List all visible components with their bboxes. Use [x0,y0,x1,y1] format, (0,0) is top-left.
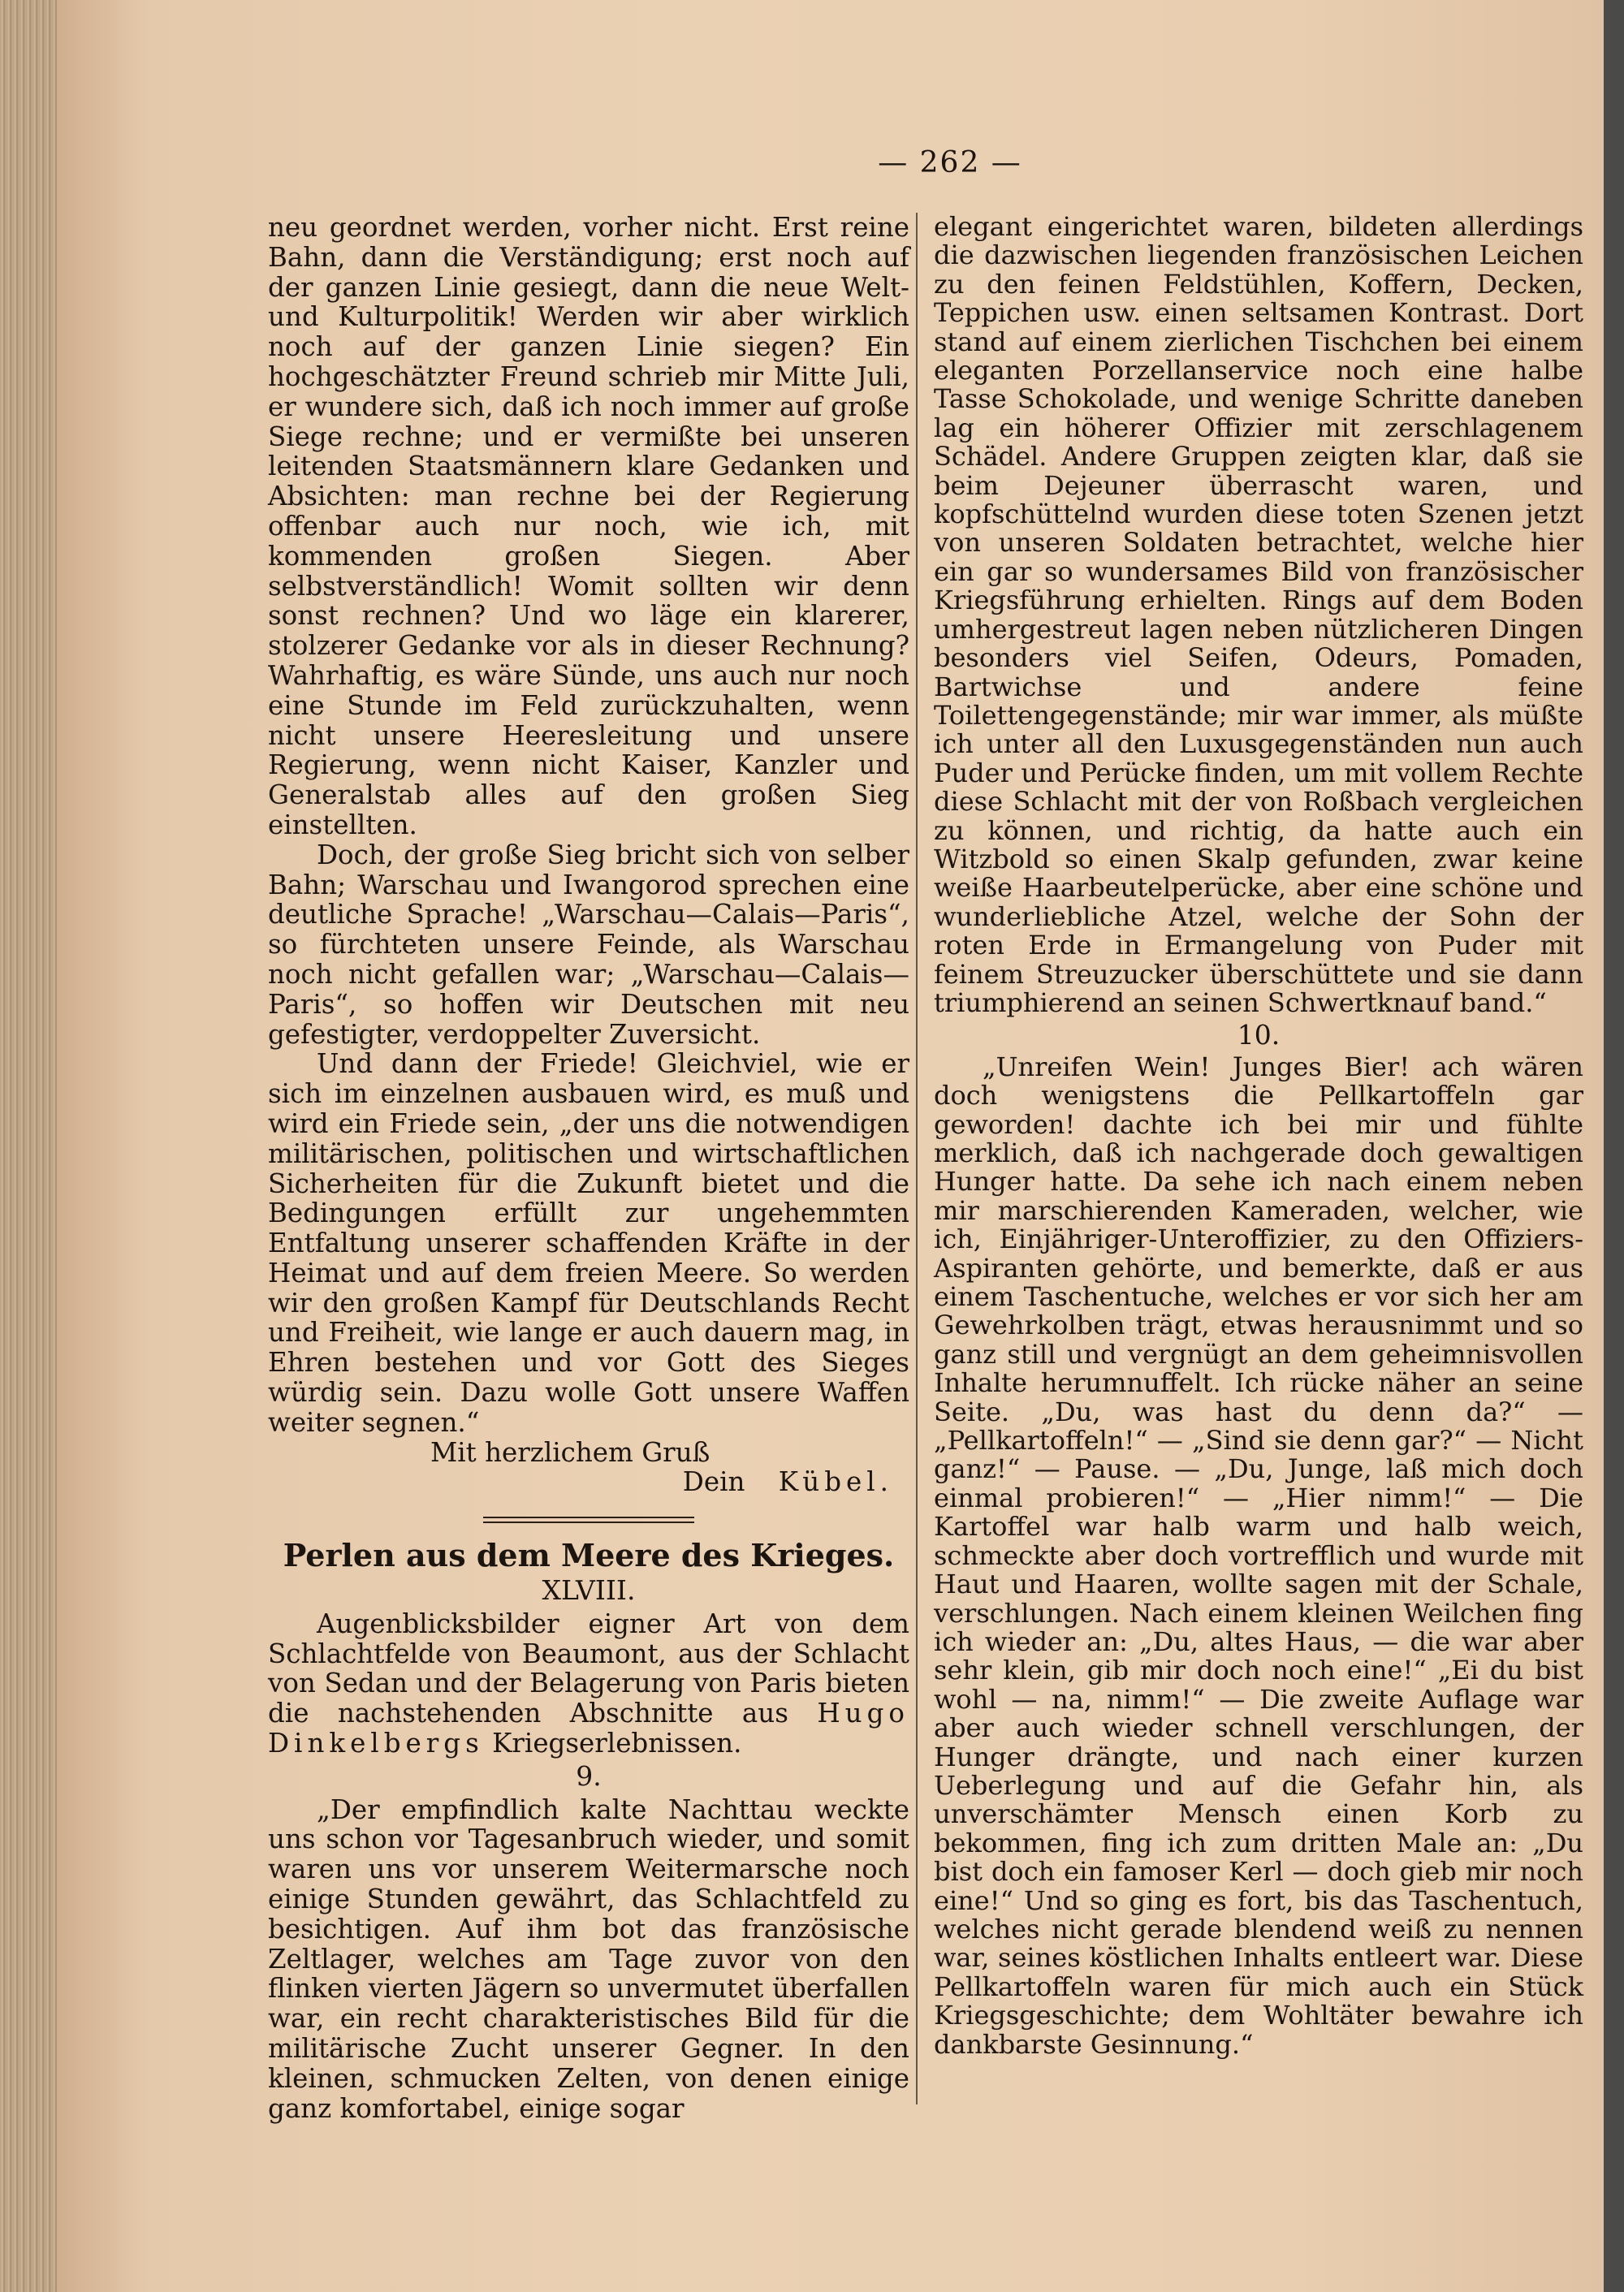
book-page [57,0,1604,2292]
left-paragraph-3: Und dann der Friede! Gleichviel, wie er sich im einzelnen ausbauen wird, es muß und wird ein Friede sein, „der uns die notwendigen militärischen, politischen und wirtschaftlichen Sicherheiten für die Zukunft bietet und die Bedingungen erfüllt zur ungehemmten Entfaltung unserer schaffenden Kräfte in der Heimat und auf dem freien Meere. So werden wir den großen Kampf für Deutschlands Recht und Freiheit, wie lange er auch dauern mag, in Ehren bestehen und vor Gott des Sieges würdig sein. Dazu wolle Gott unsere Waffen weiter segnen.“ [268,1048,909,1438]
book-page-edges [0,0,65,2292]
section-heading: Perlen aus dem Meere des Krieges. [283,1537,895,1574]
section-roman-numeral: XLVIII. [542,1574,636,1607]
intro-text-b: Kriegserlebnissen. [492,1728,742,1759]
subsection-number-9: 9. [576,1759,602,1792]
signature-name: Kübel. [778,1466,893,1498]
right-paragraph-2: „Unreifen Wein! Junges Bier! ach wären doch wenigstens die Pellkartoffeln gar geworden! dachte ich bei mir und fühlte merklich, daß ich nachgerade doch gewaltigen Hunger hatte. Da sehe ich nach einem neben mir marschierenden Kameraden, welcher, wie ich, Einjähriger-Unteroffizier, zu den Offiziers-Aspiranten gehörte, und bemerkte, daß er aus einem Taschentuche, welches er vor sich her am Gewehrkolben trägt, etwas herausnimmt und so ganz still und vergnügt an dem geheimnisvollen Inhalte herumnuffelt. Ich rücke näher an seine Seite. „Du, was hast du denn da?“ — „Pellkartoffeln!“ — „Sind sie denn gar?“ — Nicht ganz!“ — Pause. — „Du, Junge, laß mich doch einmal probieren!“ — „Hier nimm!“ — Die Kartoffel war halb warm und halb weich, schmeckte aber doch vortrefflich und wurde mit Haut und Haaren, wollte sagen mit der Schale, verschlungen. Nach einem kleinen Weilchen fing ich wieder an: „Du, altes Haus, — die war aber sehr klein, gib mir doch noch eine!“ „Ei du bist wohl — na, nimm!“ — Die zweite Auflage war aber auch wieder schnell verschlungen, der Hunger drängte, und nach einer kurzen Ueberlegung und auf die Gefahr hin, als unverschämter Mensch einen Korb zu bekommen, fing ich zum dritten Male an: „Du bist doch ein famoser Kerl — doch gieb mir noch eine!“ Und so ging es fort, bis das Taschentuch, welches nicht gerade blendend weiß zu nennen war, seines köstlichen Inhalts entleert war. Diese Pellkartoffeln waren für mich auch ein Stück Kriegsgeschichte; dem Wohltäter bewahre ich dankbarste Gesinnung.“ [934,1051,1583,2060]
right-paragraph-1: elegant eingerichtet waren, bildeten allerdings die dazwischen liegenden französischen Leichen zu den feinen Feldstühlen, Koffern, Decken, Teppichen usw. einen seltsamen Kontrast. Dort stand auf einem zierlichen Tischchen bei einem eleganten Porzellanservice noch eine halbe Tasse Schokolade, und wenige Schritte daneben lag ein höherer Offizier mit zerschlagenem Schädel. Andere Gruppen zeigten klar, daß sie beim Dejeuner überrascht waren, und kopfschüttelnd wurden diese toten Szenen jetzt von unseren Soldaten betrachtet, welche hier ein gar so wundersames Bild von französischer Kriegsführung erhielten. Rings auf dem Boden umhergestreut lagen neben nützlicheren Dingen besonders viel Seifen, Odeurs, Pomaden, Bartwichse und andere feine Toilettengegenstände; mir war immer, als müßte ich unter all den Luxusgegenständen nun auch Puder und Perücke finden, um mit vollem Rechte diese Schlacht mit der von Roßbach vergleichen zu können, und richtig, da hatte auch ein Witzbold so einen Skalp gefunden, zwar keine weiße Haarbeutelperücke, aber eine schöne und wunderliebliche Atzel, welche der Sohn der roten Erde in Ermangelung von Puder mit feinem Streuzucker überschüttete und sie dann triumphierend an seinen Schwertknauf band.“ [934,211,1583,1018]
subsection-number-10: 10. [1237,1019,1281,1051]
letter-greeting: Mit herzlichem Gruß [430,1436,710,1468]
column-divider [916,213,918,2104]
section-divider-rule [483,1517,694,1523]
intro-text-a: Augenblicksbilder eigner Art von dem Schlachtfelde von Beaumont, aus der Schlacht von Sedan und der Belagerung von Paris bieten die nachstehenden Abschnitte aus [268,1608,909,1729]
left-paragraph-2: Doch, der große Sieg bricht sich von selber Bahn; Warschau und Iwangorod sprechen eine deutliche Sprache! „Warschau—Calais—Paris“, so fürchteten unsere Feinde, als Warschau noch nicht gefallen war; „Warschau—Calais—Paris“, so hoffen wir Deutschen mit neu gefestigter, verdoppelter Zuversicht. [268,839,909,1050]
left-column [268,213,909,2123]
left-paragraph-1: neu geordnet werden, vorher nicht. Erst reine Bahn, dann die Verständigung; erst noch auf der ganzen Linie gesiegt, dann die neue Welt- und Kulturpolitik! Werden wir aber wirklich noch auf der ganzen Linie siegen? Ein hochgeschätzter Freund schrieb mir Mitte Juli, er wundere sich, daß ich noch immer auf große Siege rechne; und er vermißte bei unseren leitenden Staatsmännern klare Gedanken und Absichten: man rechne bei der Regierung offenbar auch nur noch, wie ich, mit kommenden großen Siegen. Aber selbstverständlich! Womit sollten wir denn sonst rechnen? Und wo läge ein klarerer, stolzerer Gedanke vor als in dieser Rechnung? Wahrhaftig, es wäre Sünde, uns auch nur noch eine Stunde im Feld zurückzuhalten, wenn nicht unsere Heeresleitung und unsere Regierung, wenn nicht Kaiser, Kanzler und Generalstab alles auf den großen Sieg einstellten. [268,212,909,840]
letter-signature [268,1467,909,1497]
signature-prefix: Dein [682,1466,745,1498]
left-paragraph-4: „Der empfindlich kalte Nachttau weckte uns schon vor Tagesanbruch wieder, und somit waren uns vor unserem Weitermarsche noch einige Stunden gewährt, das Schlachtfeld zu besichtigen. Auf ihm bot das französische Zeltlager, welches am Tage zuvor von den flinken vierten Jägern so unvermutet überfallen war, ein recht charakteristisches Bild für die militärische Zucht unserer Gegner. In den kleinen, schmucken Zelten, von denen einige ganz komfortabel, einige sogar [268,1793,909,2124]
page-number: — 262 — [878,146,1022,179]
right-column [934,213,1583,2059]
intro-author: Hugo Dinkelbergs [268,1698,909,1759]
intro-paragraph [268,1609,909,1759]
